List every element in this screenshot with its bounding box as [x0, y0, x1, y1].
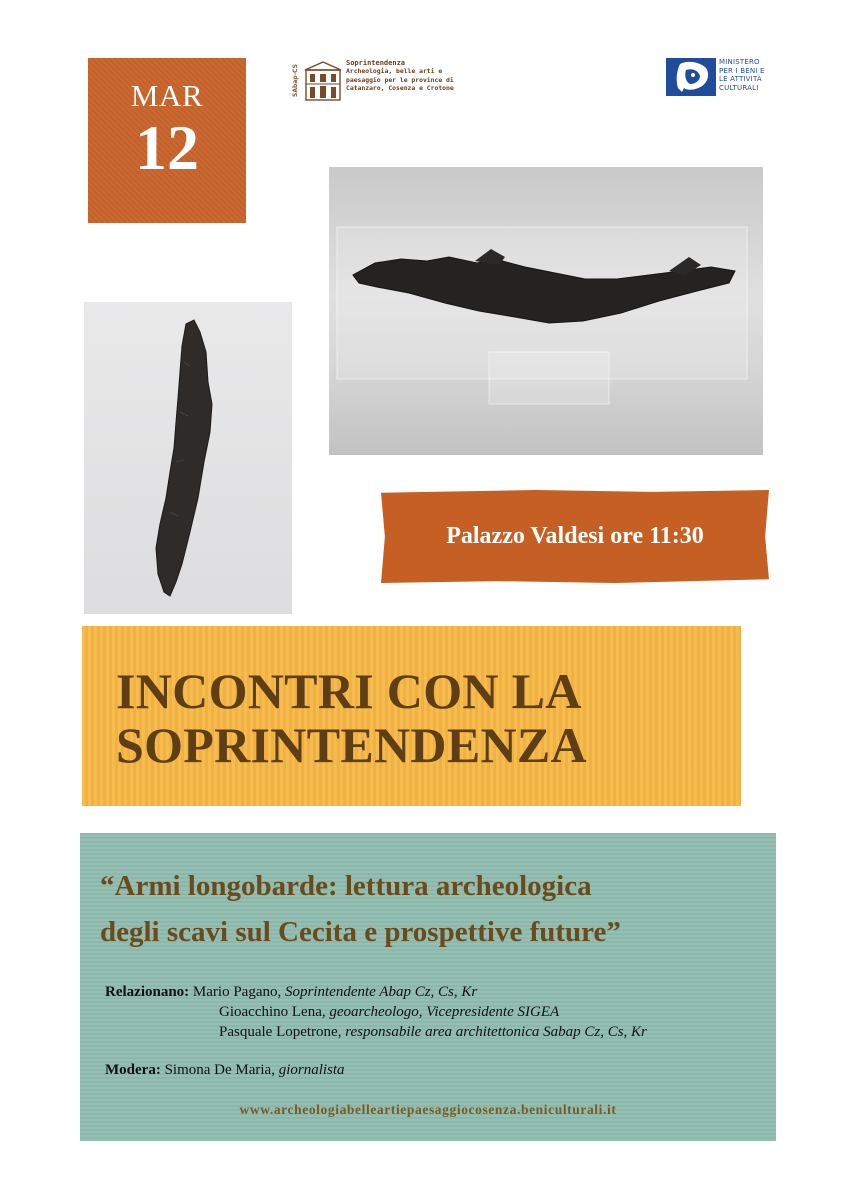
speakers-label: Relazionano: [105, 984, 190, 1000]
speaker-row [105, 1022, 775, 1042]
mibac-line: MINISTERO [719, 58, 760, 66]
moderator-name: Simona De Maria, [164, 1062, 275, 1078]
speaker-role: responsabile area architettonica Sabap Cz, Cs, Kr [345, 1024, 647, 1040]
moderator-role: giornalista [278, 1062, 345, 1078]
mibac-line: CULTURALI [719, 83, 759, 92]
speaker-row [105, 1002, 775, 1022]
speaker-role: Soprintendente Abap Cz, Cs, Kr [285, 984, 478, 1000]
moderator-row [105, 1060, 775, 1080]
talk-title-line: degli scavi sul Cecita e prospettive future” [100, 916, 621, 948]
website-link[interactable]: www.archeologiabelleartiepaesaggiocosenza.beniculturali.it [239, 1102, 617, 1117]
venue-time: Palazzo Valdesi ore 11:30 [446, 523, 704, 549]
event-title-line: INCONTRI CON LA [116, 663, 582, 719]
mibac-line: PER I BENI E [719, 66, 765, 75]
sabap-line: paesaggio per le province di [346, 75, 454, 84]
talk-title [100, 863, 770, 955]
sword-photo [84, 302, 292, 614]
moderator-label: Modera: [105, 1062, 161, 1078]
talk-title-line: “Armi longobarde: lettura archeologica [100, 870, 592, 902]
speakers-list [105, 982, 775, 1042]
event-title [116, 664, 736, 772]
display-case-image [329, 167, 763, 455]
speaker-role: geoarcheologo, Vicepresidente SIGEA [329, 1004, 560, 1020]
sword-fragment-image [84, 302, 292, 614]
mibac-line: LE ATTIVITÀ [719, 75, 762, 83]
display-case-photo [329, 167, 763, 455]
date-month: MAR [130, 78, 204, 113]
speaker-row [105, 982, 775, 1002]
mibac-logo-text [719, 58, 779, 92]
speaker-name: Pasquale Lopetrone, [219, 1024, 342, 1040]
sabap-logo-text [346, 59, 476, 93]
event-title-line: SOPRINTENDENZA [116, 717, 587, 773]
sabap-building-icon [304, 60, 342, 102]
mibac-emblem-icon [666, 58, 716, 96]
speaker-name: Gioacchino Lena, [219, 1004, 326, 1020]
date-block [88, 58, 246, 223]
sabap-line: Catanzaro, Cosenza e Crotone [346, 84, 454, 93]
speaker-name: Mario Pagano, [192, 984, 282, 1000]
sabap-line: Archeologia, belle arti e [346, 67, 443, 76]
date-day: 12 [135, 112, 199, 183]
sabap-line: Soprintendenza [346, 59, 406, 67]
sabap-vertical-label: SAbap-CS [292, 64, 299, 98]
